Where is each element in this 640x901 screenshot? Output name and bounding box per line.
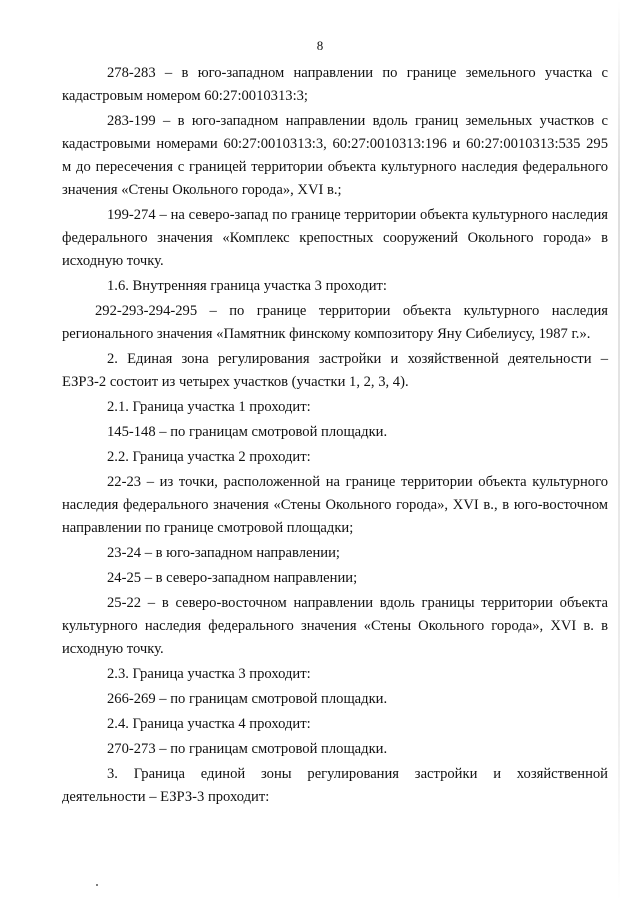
paragraph-145-148: 145-148 – по границам смотровой площадки. — [107, 424, 388, 440]
scan-speck — [96, 884, 98, 886]
paragraph-2-1: 2.1. Граница участка 1 проходит: — [107, 399, 311, 415]
paragraph-199-274: 199-274 – на северо-запад по границе территории объекта культурного наследия федерального значения «Комплекс крепостных сооружений Окольного города» в исходную точку. — [62, 207, 608, 269]
paragraph-22-23: 22-23 – из точки, расположенной на границе территории объекта культурного наследия федерального значения «Стены Окольного города», XVI в., в юго-восточном направлении по границе смотровой площадки; — [62, 474, 608, 536]
paragraph-266-269: 266-269 – по границам смотровой площадки. — [107, 691, 388, 707]
paragraph-2-3: 2.3. Граница участка 3 проходит: — [107, 666, 311, 682]
paragraph-2-2: 2.2. Граница участка 2 проходит: — [107, 449, 311, 465]
paragraph-2: 2. Единая зона регулирования застройки и хозяйственной деятельности – ЕЗРЗ-2 состоит из четырех участков (участки 1, 2, 3, 4). — [62, 351, 608, 390]
paragraph-283-199: 283-199 – в юго-западном направлении вдоль границ земельных участков с кадастровыми номерами 60:27:0010313:3, 60:27:0010313:196 и 60:27:0010313:535 295 м до пересечения с границей территории объекта культурного наследия федерального значения «Стены Окольного города», XVI в.; — [62, 113, 608, 198]
paragraph-292-295: 292-293-294-295 – по границе территории объекта культурного наследия регионального значения «Памятник финскому композитору Яну Сибелиусу, 1987 г.». — [62, 303, 608, 342]
paragraph-24-25: 24-25 – в северо-западном направлении; — [107, 570, 358, 586]
paragraph-2-4: 2.4. Граница участка 4 проходит: — [107, 716, 311, 732]
page-number: 8 — [316, 38, 324, 53]
paragraph-23-24: 23-24 – в юго-западном направлении; — [107, 545, 340, 561]
paragraph-270-273: 270-273 – по границам смотровой площадки. — [107, 741, 388, 757]
scan-edge-shadow — [618, 0, 620, 901]
paragraph-25-22: 25-22 – в северо-восточном направлении вдоль границы территории объекта культурного наследия федерального значения «Стены Окольного города», XVI в. в исходную точку. — [62, 595, 608, 657]
paragraph-278-283: 278-283 – в юго-западном направлении по границе земельного участка с кадастровым номером 60:27:0010313:3; — [62, 65, 608, 104]
paragraph-1-6: 1.6. Внутренняя граница участка 3 проходит: — [107, 278, 387, 294]
paragraph-3: 3. Граница единой зоны регулирования застройки и хозяйственной деятельности – ЕЗРЗ-3 проходит: — [62, 766, 608, 805]
